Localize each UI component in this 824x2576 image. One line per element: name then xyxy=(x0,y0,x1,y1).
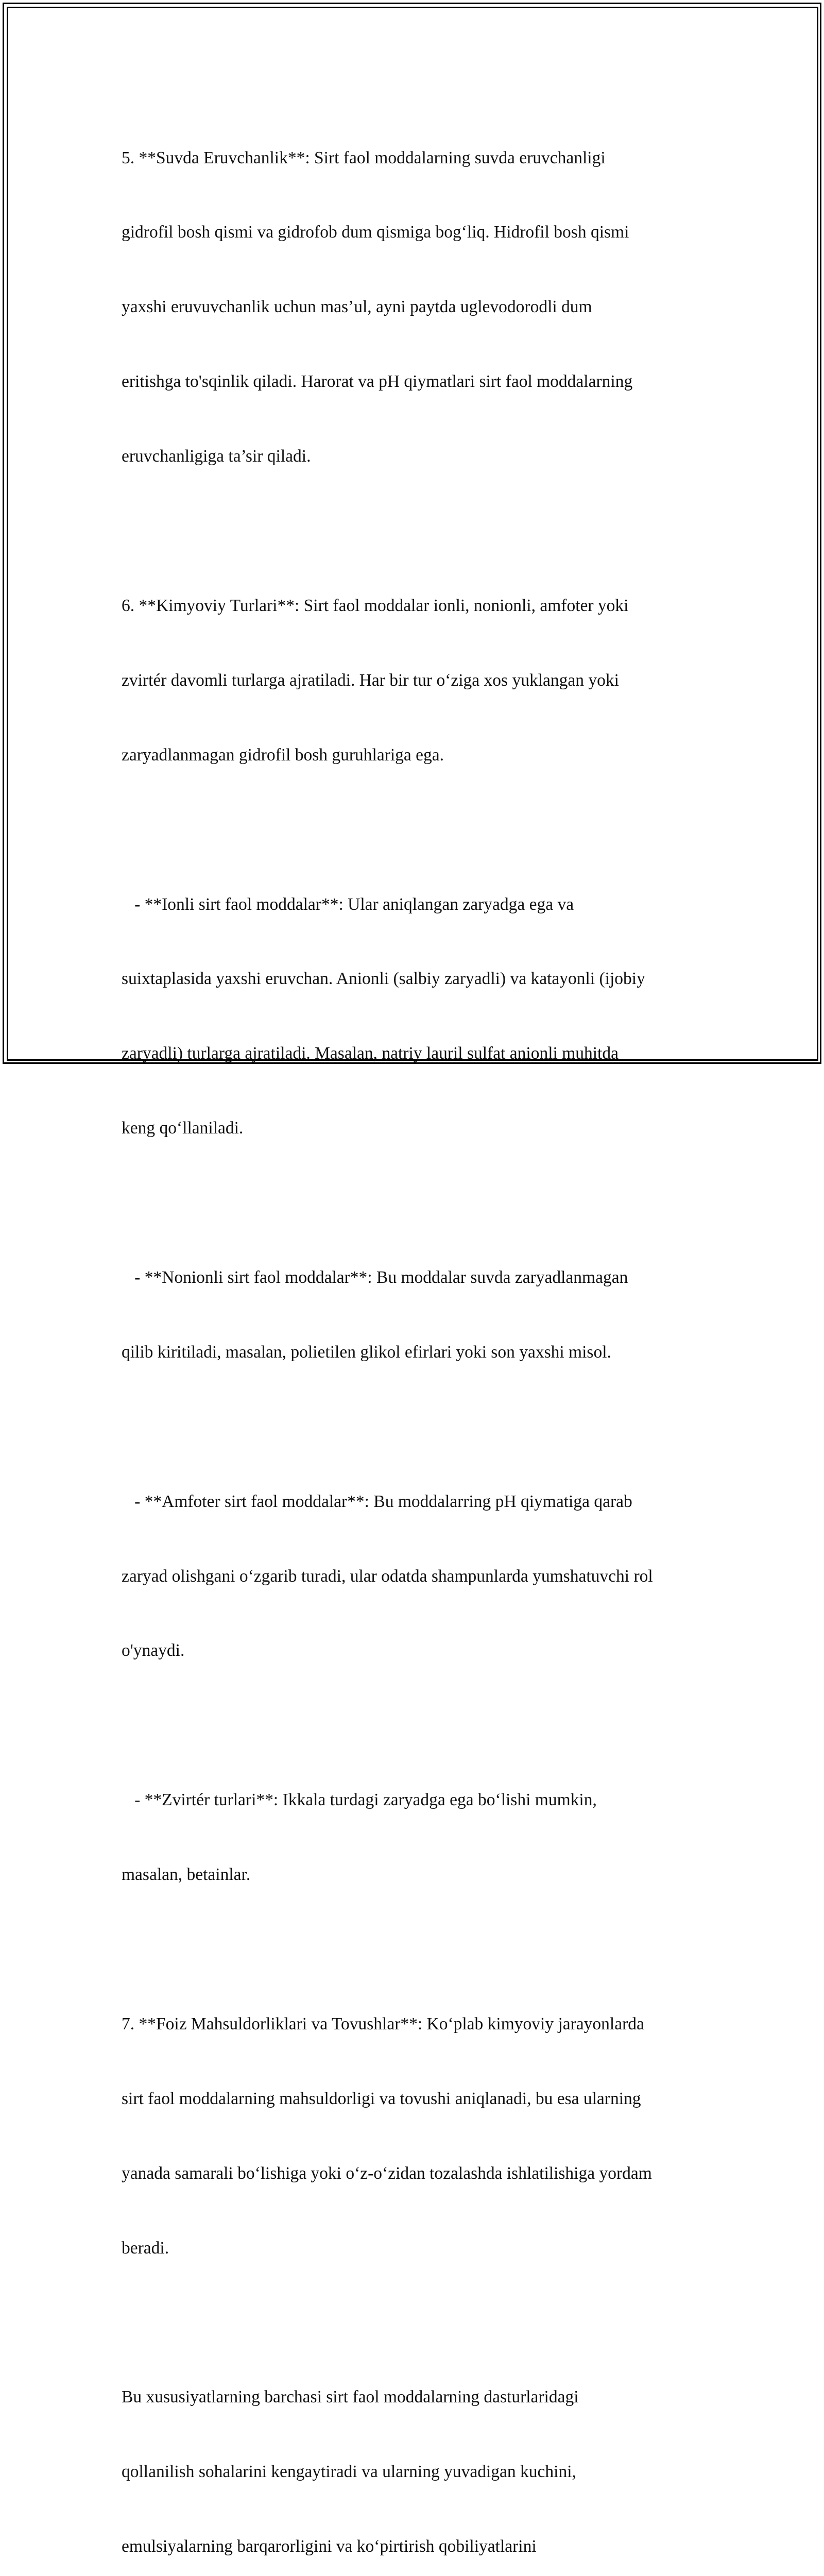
paragraph-suvda-eruvchanlik xyxy=(122,96,709,519)
text-line: masalan, betainlar. xyxy=(122,1865,251,1885)
text-line: 6. **Kimyoviy Turlari**: Sirt faol moddalar ionli, nonionli, amfoter yoki xyxy=(122,596,629,615)
text-line: - **Zvirtér turlari**: Ikkala turdagi zaryadga ega bo‘lishi mumkin, xyxy=(122,1790,597,1810)
paragraph-xulosa xyxy=(122,2335,709,2576)
text-line: emulsiyalarning barqarorligini va ko‘pirtirish qobiliyatlarini xyxy=(122,2537,537,2556)
text-line: - **Nonionli sirt faol moddalar**: Bu moddalar suvda zaryadlanmagan xyxy=(122,1267,628,1287)
paragraph-amfoter xyxy=(122,1439,709,1713)
text-line: beradi. xyxy=(122,2238,169,2258)
text-line: 5. **Suvda Eruvchanlik**: Sirt faol moddalarning suvda eruvchanligi xyxy=(122,148,606,167)
text-line: 7. **Foiz Mahsuldorliklari va Tovushlar**: Ko‘plab kimyoviy jarayonlarda xyxy=(122,2014,644,2033)
text-line: zaryadlanmagan gidrofil bosh guruhlariga ega. xyxy=(122,745,444,765)
text-line: zaryadli) turlarga ajratiladi. Masalan, natriy lauril sulfat anionli muhitda xyxy=(122,1044,619,1063)
text-line: gidrofil bosh qismi va gidrofob dum qismiga bog‘liq. Hidrofil bosh qismi xyxy=(122,223,629,242)
text-line: Bu xususiyatlarning barchasi sirt faol moddalarning dasturlaridagi xyxy=(122,2387,579,2407)
paragraph-ionli xyxy=(122,842,709,1191)
document-body xyxy=(122,96,709,2576)
text-line: sirt faol moddalarning mahsuldorligi va tovushi aniqlanadi, bu esa ularning xyxy=(122,2089,641,2108)
text-line: - **Ionli sirt faol moddalar**: Ular aniqlangan zaryadga ega va xyxy=(122,894,574,914)
text-line: suixtaplasida yaxshi eruvchan. Anionli (salbiy zaryadli) va katayonli (ijobiy xyxy=(122,969,645,989)
text-line: o'ynaydi. xyxy=(122,1641,185,1660)
paragraph-kimyoviy-turlari xyxy=(122,544,709,817)
text-line: qollanilish sohalarini kengaytiradi va ularning yuvadigan kuchini, xyxy=(122,2462,576,2482)
text-line: yanada samarali bo‘lishiga yoki o‘z-o‘zidan tozalashda ishlatilishiga yordam xyxy=(122,2163,652,2183)
text-line: keng qo‘llaniladi. xyxy=(122,1118,244,1138)
text-line: yaxshi eruvuvchanlik uchun mas’ul, ayni paytda uglevodorodli dum xyxy=(122,297,592,317)
text-line: eritishga to'sqinlik qiladi. Harorat va pH qiymatlari sirt faol moddalarning xyxy=(122,372,633,392)
text-line: qilib kiritiladi, masalan, polietilen glikol efirlari yoki son yaxshi misol. xyxy=(122,1342,611,1362)
text-line: eruvchanligiga ta’sir qiladi. xyxy=(122,447,311,466)
text-line: zaryad olishgani o‘zgarib turadi, ular odatda shampunlarda yumshatuvchi rol xyxy=(122,1566,653,1586)
paragraph-foiz-mahsuldorliklari xyxy=(122,1962,709,2310)
text-line: zvirtér davomli turlarga ajratiladi. Har bir tur o‘ziga xos yuklangan yoki xyxy=(122,670,619,690)
paragraph-nonionli xyxy=(122,1215,709,1414)
paragraph-zvirter xyxy=(122,1738,709,1937)
text-line: - **Amfoter sirt faol moddalar**: Bu moddalarring pH qiymatiga qarab xyxy=(122,1492,632,1511)
